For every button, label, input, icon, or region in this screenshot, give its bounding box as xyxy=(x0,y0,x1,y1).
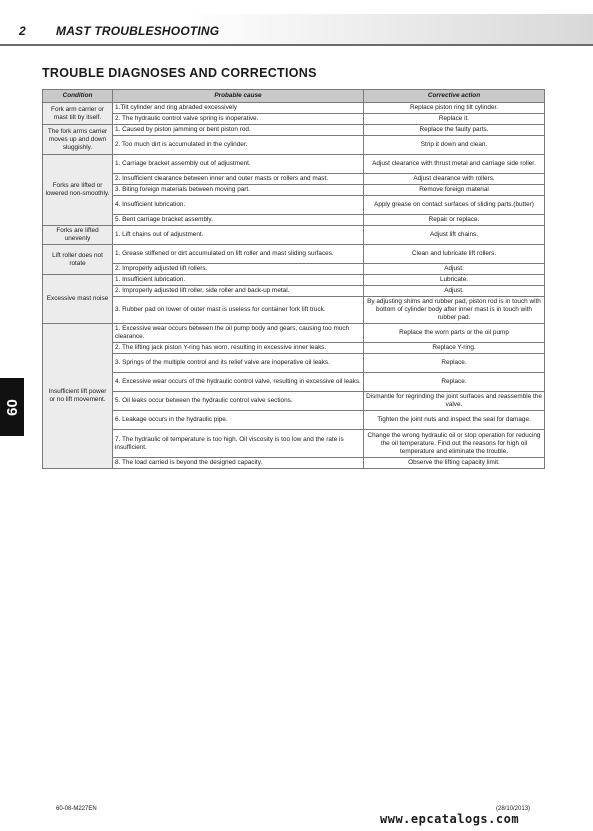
corrective-action-cell: Adjust lift chains. xyxy=(364,226,545,245)
corrective-action-cell: Adjust. xyxy=(364,286,545,297)
condition-cell: The fork arms carrier moves up and down sluggishly. xyxy=(43,125,113,155)
page-header xyxy=(0,0,593,46)
header-probable-cause: Probable cause xyxy=(113,90,364,103)
table-row xyxy=(43,324,545,343)
table-row xyxy=(43,373,545,392)
table-header-row xyxy=(43,90,545,103)
corrective-action-cell: Tighten the joint nuts and inspect the seal for damage. xyxy=(364,411,545,430)
cause-cell: 2. Improperly adjusted lift rollers. xyxy=(113,264,364,275)
cause-cell: 3. Biting foreign materials between moving part. xyxy=(113,185,364,196)
corrective-action-cell: Observe the lifting capacity limit. xyxy=(364,458,545,469)
cause-cell: 2. The hydraulic control valve spring is inoperative. xyxy=(113,114,364,125)
corrective-action-cell: Replace it. xyxy=(364,114,545,125)
corrective-action-cell: Adjust clearance with rollers. xyxy=(364,174,545,185)
cause-cell: 5. Bent carriage bracket assembly. xyxy=(113,215,364,226)
corrective-action-cell: Remove foreign material xyxy=(364,185,545,196)
corrective-action-cell: Apply grease on contact surfaces of sliding parts.(butter) xyxy=(364,196,545,215)
cause-cell: 4. Insufficient lubrication. xyxy=(113,196,364,215)
table-body xyxy=(43,103,545,469)
table-row xyxy=(43,275,545,286)
table-row xyxy=(43,226,545,245)
cause-cell: 1. Caused by piston jamming or bent piston rod. xyxy=(113,125,364,136)
chapter-title: MAST TROUBLESHOOTING xyxy=(56,24,220,38)
table-row xyxy=(43,215,545,226)
section-title: TROUBLE DIAGNOSES AND CORRECTIONS xyxy=(42,66,317,80)
header-rule xyxy=(0,44,593,46)
header-corrective-action: Corrective action xyxy=(364,90,545,103)
cause-cell: 1. Excessive wear occurs between the oil pump body and gears, causing too much clearance. xyxy=(113,324,364,343)
corrective-action-cell: Replace the faulty parts. xyxy=(364,125,545,136)
cause-cell: 1. Insufficient lubrication. xyxy=(113,275,364,286)
condition-cell: Excessive mast noise xyxy=(43,275,113,324)
table-row xyxy=(43,264,545,275)
cause-cell: 2. Improperly adjusted lift roller, side roller and back-up metal. xyxy=(113,286,364,297)
table-row xyxy=(43,125,545,136)
corrective-action-cell: Strip it down and clean. xyxy=(364,136,545,155)
cause-cell: 1. Grease stiffened or dirt accumulated on lift roller and mast sliding surfaces. xyxy=(113,245,364,264)
cause-cell: 8. The load carried is beyond the designed capacity. xyxy=(113,458,364,469)
condition-cell: Insufficient lift power or no lift movement. xyxy=(43,324,113,469)
table-row xyxy=(43,185,545,196)
cause-cell: 5. Oil leaks occur between the hydraulic control valve sections. xyxy=(113,392,364,411)
corrective-action-cell: Replace. xyxy=(364,354,545,373)
table-row xyxy=(43,196,545,215)
table-row xyxy=(43,297,545,324)
cause-cell: 2. The lifting jack piston Y-ring has worn, resulting in excessive inner leaks. xyxy=(113,343,364,354)
table-row xyxy=(43,155,545,174)
chapter-side-tab xyxy=(0,378,24,436)
chapter-number: 2 xyxy=(19,24,26,38)
footer-watermark: www.epcatalogs.com xyxy=(380,812,520,826)
cause-cell: 6. Leakage occurs in the hydraulic pipe. xyxy=(113,411,364,430)
corrective-action-cell: Lubricate. xyxy=(364,275,545,286)
condition-cell: Forks are lifted unevenly xyxy=(43,226,113,245)
table-row xyxy=(43,392,545,411)
corrective-action-cell: Adjust clearance with thrust metal and carriage side roller. xyxy=(364,155,545,174)
condition-cell: Lift roller does not rotate xyxy=(43,245,113,275)
cause-cell: 7. The hydraulic oil temperature is too high. Oil viscosity is too low and the rate is insufficient. xyxy=(113,430,364,458)
table-row xyxy=(43,245,545,264)
table-row xyxy=(43,136,545,155)
footer-doc-code: 60-08-M227EN xyxy=(56,806,97,812)
condition-cell: Fork arm carrier or mast tilt by itself. xyxy=(43,103,113,125)
corrective-action-cell: Dismantle for regrinding the joint surfaces and reassemble the valve. xyxy=(364,392,545,411)
condition-cell: Forks are lifted or lowered non-smoothly. xyxy=(43,155,113,226)
table-row xyxy=(43,174,545,185)
corrective-action-cell: Repair or replace. xyxy=(364,215,545,226)
table-row xyxy=(43,458,545,469)
cause-cell: 4. Excessive wear occurs of the hydraulic control valve, resulting in excessive oil leaks. xyxy=(113,373,364,392)
table-row xyxy=(43,114,545,125)
table-row xyxy=(43,411,545,430)
table-row xyxy=(43,430,545,458)
trouble-table xyxy=(42,89,545,469)
corrective-action-cell: Clean and lubricate lift rollers. xyxy=(364,245,545,264)
cause-cell: 2. Insufficient clearance between inner and outer masts or rollers and mast. xyxy=(113,174,364,185)
corrective-action-cell: Replace. xyxy=(364,373,545,392)
table-row xyxy=(43,286,545,297)
corrective-action-cell: By adjusting shims and rubber pad, piston rod is in touch with bottom of cylinder body after inner mast is in touch with rubber pad. xyxy=(364,297,545,324)
corrective-action-cell: Change the wrong hydraulic oil or stop operation for reducing the oil temperature. Find out the reasons for high oil temperature and eliminate the trouble. xyxy=(364,430,545,458)
cause-cell: 3. Springs of the multiple control and its relief valve are inoperative oil leaks. xyxy=(113,354,364,373)
cause-cell: 1.Tilt cylinder and ring abraded excessively xyxy=(113,103,364,114)
corrective-action-cell: Adjust. xyxy=(364,264,545,275)
cause-cell: 1. Carriage bracket assembly out of adjustment. xyxy=(113,155,364,174)
cause-cell: 1. Lift chains out of adjustment. xyxy=(113,226,364,245)
cause-cell: 2. Too much dirt is accumulated in the cylinder. xyxy=(113,136,364,155)
cause-cell: 3. Rubber pad on lower of outer mast is useless for container fork lift truck. xyxy=(113,297,364,324)
corrective-action-cell: Replace the worn parts or the oil pump xyxy=(364,324,545,343)
corrective-action-cell: Replace Y-ring. xyxy=(364,343,545,354)
footer-date: (28/10/2013) xyxy=(496,806,531,812)
table-row xyxy=(43,354,545,373)
table-row xyxy=(43,343,545,354)
header-condition: Condition xyxy=(43,90,113,103)
chapter-side-tab-label: 60 xyxy=(3,398,21,416)
table-row xyxy=(43,103,545,114)
corrective-action-cell: Replace piston ring tilt cylinder. xyxy=(364,103,545,114)
